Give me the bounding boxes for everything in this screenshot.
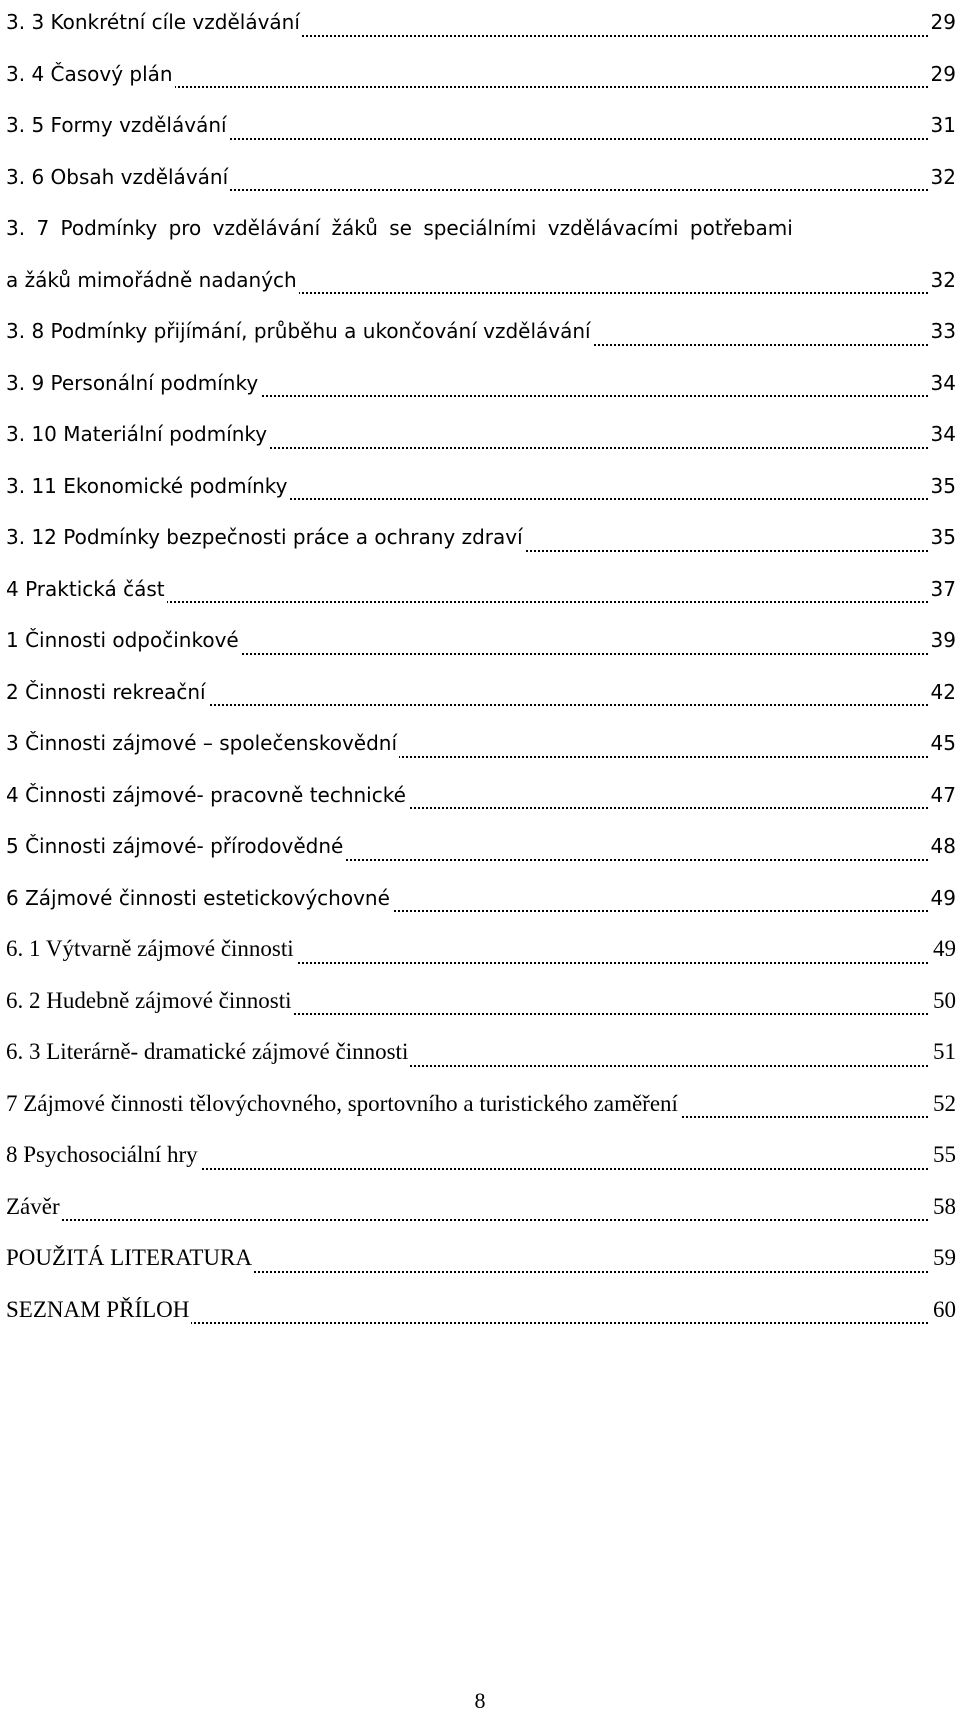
toc-entry-page: 51 xyxy=(930,1030,956,1074)
toc-entry[interactable] xyxy=(6,1236,956,1288)
toc-entry-title: 6. 2 Hudebně zájmové činnosti xyxy=(6,979,294,1023)
toc-entry-page: 32 xyxy=(928,258,956,302)
toc-entry-page: 60 xyxy=(930,1288,956,1332)
toc-entry-page: 35 xyxy=(928,515,956,559)
toc-entry[interactable] xyxy=(6,979,956,1031)
toc-entry[interactable] xyxy=(6,1030,956,1082)
toc-entry-title: 3. 9 Personální podmínky xyxy=(6,361,260,405)
toc-entry-page: 29 xyxy=(928,52,956,96)
toc-entry[interactable] xyxy=(6,52,956,104)
toc-entry-page: 50 xyxy=(930,979,956,1023)
toc-entry-title: 4 Praktická část xyxy=(6,567,167,611)
page-number: 8 xyxy=(474,1688,486,1713)
toc-entry-title: 6 Zájmové činnosti estetickovýchovné xyxy=(6,876,392,920)
toc-entry[interactable] xyxy=(6,155,956,207)
toc-entry-title: SEZNAM PŘÍLOH xyxy=(6,1288,191,1332)
toc-entry[interactable] xyxy=(6,618,956,670)
toc-entry[interactable] xyxy=(6,1082,956,1134)
toc-entry[interactable] xyxy=(6,1133,956,1185)
toc-entry[interactable] xyxy=(6,824,956,876)
toc-entry-page: 37 xyxy=(928,567,956,611)
toc-entry-title: 3. 6 Obsah vzdělávání xyxy=(6,155,230,199)
toc-entry-title: Závěr xyxy=(6,1185,62,1229)
toc-entry-title: 3. 5 Formy vzdělávání xyxy=(6,103,229,147)
toc-entry[interactable] xyxy=(6,773,956,825)
toc-entry[interactable] xyxy=(6,567,956,619)
table-of-contents xyxy=(6,0,956,1339)
toc-entry[interactable] xyxy=(6,1288,956,1340)
toc-entry-title: 8 Psychosociální hry xyxy=(6,1133,200,1177)
toc-entry-page: 32 xyxy=(928,155,956,199)
toc-entry-title: 3 Činnosti zájmové – společenskovědní xyxy=(6,721,399,765)
toc-entry-title: 1 Činnosti odpočinkové xyxy=(6,618,241,662)
toc-entry-title: a žáků mimořádně nadaných xyxy=(6,258,299,302)
toc-entry-page: 59 xyxy=(930,1236,956,1280)
toc-entry-title: 6. 3 Literárně- dramatické zájmové činnosti xyxy=(6,1030,410,1074)
toc-entry-title: 3. 8 Podmínky přijímání, průběhu a ukončování vzdělávání xyxy=(6,309,593,353)
toc-entry-page: 42 xyxy=(928,670,956,714)
toc-entry-title: 2 Činnosti rekreační xyxy=(6,670,208,714)
toc-entry-title: 7 Zájmové činnosti tělovýchovného, sportovního a turistického zaměření xyxy=(6,1082,680,1126)
toc-entry-title: 3. 7 Podmínky pro vzdělávání žáků se speciálními vzdělávacími potřebami xyxy=(6,206,795,250)
toc-entry[interactable] xyxy=(6,927,956,979)
toc-entry-page: 35 xyxy=(928,464,956,508)
toc-entry-title: 4 Činnosti zájmové- pracovně technické xyxy=(6,773,408,817)
toc-entry[interactable] xyxy=(6,206,956,258)
toc-entry-title: 3. 3 Konkrétní cíle vzdělávání xyxy=(6,0,302,44)
toc-entry[interactable] xyxy=(6,876,956,928)
toc-entry-title: 3. 4 Časový plán xyxy=(6,52,175,96)
toc-entry-page: 34 xyxy=(928,412,956,456)
toc-entry-page: 34 xyxy=(928,361,956,405)
toc-entry-page: 47 xyxy=(928,773,956,817)
toc-entry[interactable] xyxy=(6,721,956,773)
toc-entry-page: 55 xyxy=(930,1133,956,1177)
toc-entry-title: 3. 12 Podmínky bezpečnosti práce a ochrany zdraví xyxy=(6,515,525,559)
toc-leader-dots xyxy=(6,1219,956,1221)
toc-entry[interactable] xyxy=(6,0,956,52)
toc-entry-title: POUŽITÁ LITERATURA xyxy=(6,1236,254,1280)
toc-entry-page: 29 xyxy=(928,0,956,44)
toc-entry[interactable] xyxy=(6,258,956,310)
toc-entry[interactable] xyxy=(6,1185,956,1237)
toc-entry-title: 3. 11 Ekonomické podmínky xyxy=(6,464,290,508)
toc-entry[interactable] xyxy=(6,361,956,413)
toc-entry-page: 33 xyxy=(928,309,956,353)
toc-entry[interactable] xyxy=(6,464,956,516)
toc-entry-page: 31 xyxy=(928,103,956,147)
toc-entry-page: 39 xyxy=(928,618,956,662)
toc-entry-page: 49 xyxy=(930,927,956,971)
toc-entry-title: 6. 1 Výtvarně zájmové činnosti xyxy=(6,927,296,971)
toc-entry[interactable] xyxy=(6,412,956,464)
toc-entry-page: 48 xyxy=(928,824,956,868)
toc-entry-title: 3. 10 Materiální podmínky xyxy=(6,412,269,456)
toc-entry[interactable] xyxy=(6,515,956,567)
toc-entry[interactable] xyxy=(6,670,956,722)
toc-entry-page: 58 xyxy=(930,1185,956,1229)
toc-entry-page: 52 xyxy=(930,1082,956,1126)
toc-entry-page: 45 xyxy=(928,721,956,765)
toc-entry[interactable] xyxy=(6,103,956,155)
toc-entry-page: 49 xyxy=(928,876,956,920)
toc-entry-title: 5 Činnosti zájmové- přírodovědné xyxy=(6,824,345,868)
toc-entry[interactable] xyxy=(6,309,956,361)
